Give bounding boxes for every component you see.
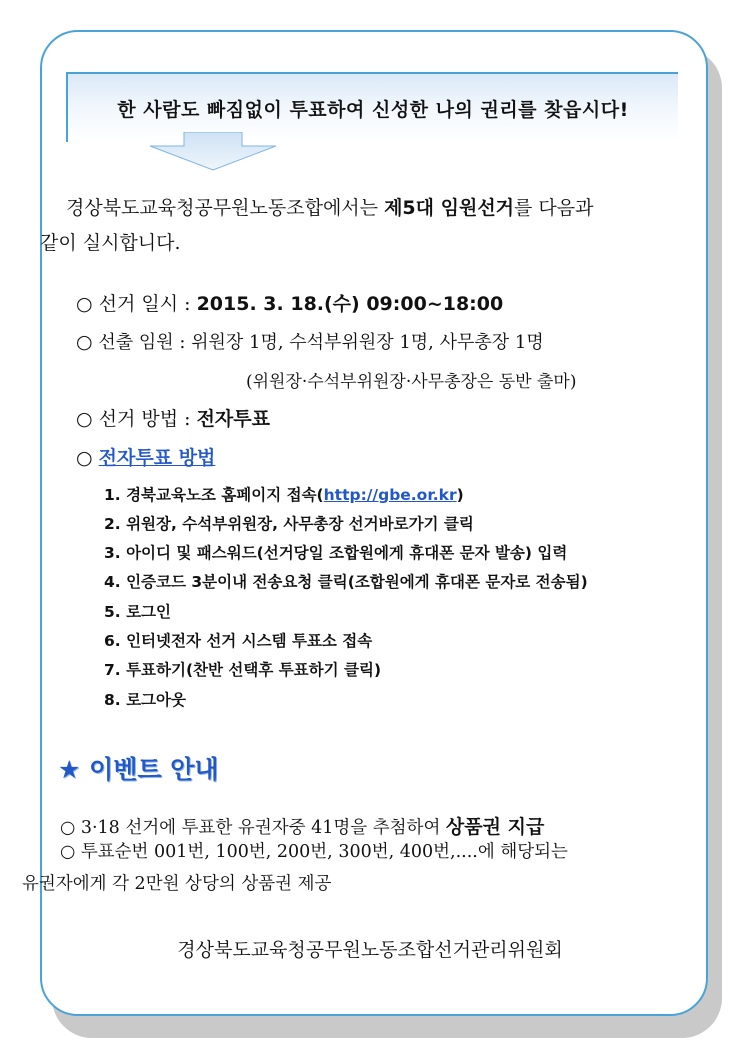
step-text: 4. 인증코드 3분이내 전송요청 클릭(조합원에게 휴대폰 문자로 전송됨): [104, 573, 588, 591]
step-text: 1. 경북교육노조 홈페이지 접속(: [104, 486, 324, 504]
event-line-1: [60, 812, 544, 839]
date-value: 2015. 3. 18.(수) 09:00~18:00: [196, 293, 504, 315]
election-date-row: [76, 289, 503, 316]
step-text: 8. 로그아웃: [104, 691, 186, 709]
step-text-suffix: ): [456, 486, 464, 504]
step-item: [104, 570, 588, 592]
step-item: [104, 658, 381, 680]
step-item: [104, 483, 464, 505]
footer-organization: 경상북도교육청공무원노동조합선거관리위원회: [177, 939, 563, 961]
circle-bullet: ○: [76, 331, 93, 353]
method-label: 선거 방법 :: [98, 408, 197, 430]
step-text: 7. 투표하기(찬반 선택후 투표하기 클릭): [104, 661, 382, 679]
event-text: ○ 3·18 선거에 투표한 유권자중 41명을 추첨하여: [60, 818, 446, 838]
positions-value: 위원장 1명, 수석부위원장 1명, 사무총장 1명: [191, 332, 544, 353]
step-item: [104, 600, 171, 622]
step-item: [104, 541, 567, 563]
event-line-3: 유권자에게 각 2만원 상당의 상품권 제공: [22, 874, 332, 894]
intro-bold: 제5대 임원선거: [384, 197, 515, 219]
event-line-2: ○ 투표순번 001번, 100번, 200번, 300번, 400번,....에 해당되는: [60, 842, 568, 862]
positions-row: [76, 328, 544, 354]
step-text: 2. 위원장, 수석부위원장, 사무총장 선거바로가기 클릭: [104, 515, 474, 533]
howto-row: [76, 443, 215, 470]
step-text: 5. 로그인: [104, 603, 171, 621]
circle-bullet: ○: [76, 408, 93, 430]
method-row: [76, 404, 270, 431]
intro-suffix: 를 다음과: [514, 197, 594, 219]
step-text: 6. 인터넷전자 선거 시스템 투표소 접속: [104, 632, 373, 650]
step-item: [104, 629, 372, 651]
circle-bullet: ○: [76, 293, 93, 315]
intro-line-1: [66, 193, 594, 220]
slogan-text: 한 사람도 빠짐없이 투표하여 신성한 나의 권리를 찾읍시다!: [117, 98, 629, 121]
method-value: 전자투표: [196, 408, 270, 430]
positions-note: (위원장·수석부위원장·사무총장은 동반 출마): [246, 372, 577, 392]
circle-bullet: ○: [76, 447, 93, 469]
down-arrow-icon: [148, 132, 278, 172]
step-text: 3. 아이디 및 패스워드(선거당일 조합원에게 휴대폰 문자 발송) 입력: [104, 544, 568, 562]
event-bold: 상품권 지급: [445, 816, 545, 838]
date-label: 선거 일시 :: [98, 293, 197, 315]
step-item: [104, 688, 186, 710]
intro-text: 경상북도교육청공무원노동조합에서는: [66, 197, 385, 219]
howto-heading-link[interactable]: 전자투표 방법: [98, 447, 216, 469]
event-heading: ★ 이벤트 안내: [58, 755, 219, 784]
step-item: [104, 512, 474, 534]
positions-label: 선출 임원 :: [98, 332, 192, 353]
intro-line-2: 같이 실시합니다.: [40, 232, 181, 254]
homepage-link[interactable]: http://gbe.or.kr: [323, 486, 457, 504]
